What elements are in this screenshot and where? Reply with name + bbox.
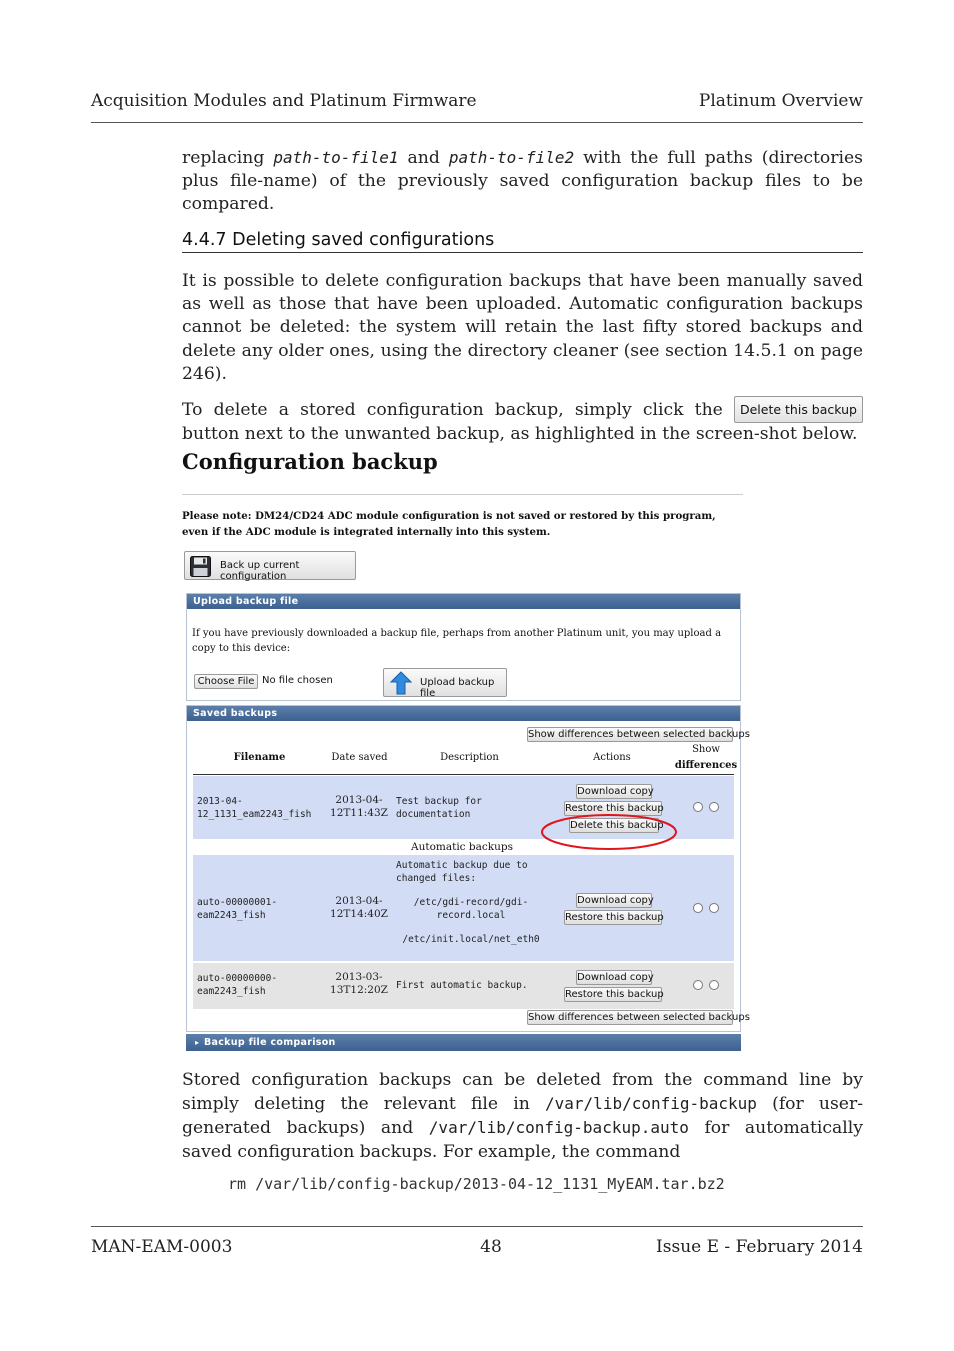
upload-panel bbox=[186, 593, 741, 701]
upload-backup-label: Upload backup file bbox=[420, 677, 495, 699]
download-copy-button[interactable]: Download copy bbox=[577, 895, 654, 906]
footer-left: MAN-EAM-0003 bbox=[91, 1237, 233, 1257]
paragraph-3 bbox=[182, 1069, 863, 1164]
row-filename: auto-00000001-eam2243_fish bbox=[197, 897, 278, 921]
comparison-panel[interactable] bbox=[186, 1034, 741, 1053]
command-example: rm /var/lib/config-backup/2013-04-12_1131_MyEAM.tar.bz2 bbox=[228, 1175, 725, 1193]
row-date: 2013-04-12T14:40Z bbox=[330, 895, 388, 920]
footer-right: Issue E - February 2014 bbox=[656, 1237, 863, 1257]
intro-code-2: path-to-file2 bbox=[448, 148, 575, 167]
choose-file-button[interactable]: Choose File bbox=[194, 674, 258, 689]
row-description-file2: /etc/init.local/net_eth0 bbox=[402, 934, 540, 945]
diff-radio-b[interactable] bbox=[709, 980, 719, 990]
no-file-chosen-label: No file chosen bbox=[262, 675, 333, 686]
saved-backups-header: Saved backups bbox=[187, 706, 740, 721]
paragraph-2-before: To delete a stored configuration backup, simply click the bbox=[182, 400, 723, 420]
row-description: Test backup for documentation bbox=[396, 796, 482, 820]
header-rule bbox=[91, 122, 863, 123]
diff-radio-a[interactable] bbox=[693, 903, 703, 913]
row-filename: 2013-04-12_1131_eam2243_fish bbox=[197, 796, 312, 820]
floppy-disk-icon bbox=[190, 556, 211, 580]
upload-backup-button[interactable] bbox=[383, 668, 507, 697]
paragraph-2-after: button next to the unwanted backup, as highlighted in the screen-shot below. bbox=[182, 424, 858, 445]
backup-current-config-label: Back up current configuration bbox=[220, 560, 300, 582]
paragraph-3-text-3: for automatically saved configuration backups. For example, the command bbox=[182, 1118, 863, 1162]
diff-radio-b[interactable] bbox=[709, 903, 719, 913]
row-description: Automatic backup due to changed files: bbox=[396, 860, 528, 884]
paragraph-3-text-2: (for user-generated backups) and bbox=[182, 1094, 863, 1139]
download-copy-button[interactable]: Download copy bbox=[577, 786, 654, 797]
screenshot-note: Please note: DM24/CD24 ADC module configuration is not saved or restored by this program, even if the ADC module is integrated internally into this system. bbox=[182, 510, 716, 538]
show-differences-button-bottom[interactable]: Show differences between selected backups bbox=[528, 1012, 750, 1023]
upload-panel-text: If you have previously downloaded a backup file, perhaps from another Platinum unit, you may upload a copy to this device: bbox=[192, 628, 722, 654]
screenshot-rule bbox=[182, 494, 743, 495]
diff-radio-a[interactable] bbox=[693, 980, 703, 990]
screenshot-title: Configuration backup bbox=[182, 449, 438, 474]
automatic-backups-label: Automatic backups bbox=[411, 841, 513, 853]
upload-arrow-icon bbox=[390, 671, 412, 698]
table-row bbox=[193, 855, 734, 961]
column-header-actions: Actions bbox=[593, 752, 631, 763]
show-differences-button-top[interactable]: Show differences between selected backups bbox=[528, 729, 750, 740]
diff-radio-b[interactable] bbox=[709, 802, 719, 812]
row-date: 2013-03-13T12:20Z bbox=[330, 971, 388, 996]
inline-delete-button-image: Delete this backup bbox=[734, 396, 863, 423]
upload-panel-header: Upload backup file bbox=[187, 594, 740, 609]
highlight-ellipse bbox=[539, 812, 679, 852]
delete-backup-button[interactable]: Delete this backup bbox=[570, 820, 664, 831]
backup-current-config-button[interactable] bbox=[184, 551, 356, 580]
table-row bbox=[193, 963, 734, 1009]
header-left: Acquisition Modules and Platinum Firmware bbox=[91, 91, 477, 111]
intro-text-2: and bbox=[407, 148, 440, 168]
intro-text-1: replacing bbox=[182, 148, 265, 168]
comparison-panel-label: Backup file comparison bbox=[204, 1037, 336, 1048]
column-header-date: Date saved bbox=[331, 752, 388, 763]
paragraph-1: It is possible to delete configuration backups that have been manually saved as well as those that have been uploaded. Automatic configuration backups cannot be deleted: the system will retain the last fifty stored backups and delete any older ones, using the directory cleaner (see section 14.5.1 on page 246). bbox=[182, 271, 863, 384]
row-filename: auto-00000000-eam2243_fish bbox=[197, 973, 278, 997]
paragraph-3-text-1: Stored configuration backups can be deleted from the command line by simply deleting the relevant file in bbox=[182, 1070, 863, 1115]
download-copy-button[interactable]: Download copy bbox=[577, 972, 654, 983]
paragraph-2 bbox=[182, 396, 863, 446]
column-header-description: Description bbox=[440, 752, 499, 763]
row-description-file1: /etc/gdi-record/gdi-record.local bbox=[413, 897, 529, 921]
restore-backup-button[interactable]: Restore this backup bbox=[565, 803, 664, 814]
diff-radio-a[interactable] bbox=[693, 802, 703, 812]
intro-text-3: with the full paths (directories plus file-name) of the previously saved configuration backup files to be compared. bbox=[182, 148, 863, 215]
row-description: First automatic backup. bbox=[396, 980, 528, 991]
footer-rule bbox=[91, 1226, 863, 1227]
column-header-show: Show bbox=[692, 744, 720, 755]
row-date: 2013-04-12T11:43Z bbox=[330, 794, 388, 819]
column-header-filename: Filename bbox=[233, 752, 286, 763]
paragraph-3-path-2: /var/lib/config-backup.auto bbox=[428, 1118, 689, 1138]
saved-backups-panel bbox=[186, 705, 750, 1032]
paragraph-3-path-1: /var/lib/config-backup bbox=[545, 1094, 757, 1114]
expand-triangle-icon: ▸ bbox=[195, 1038, 200, 1047]
page-number: 48 bbox=[480, 1237, 502, 1257]
restore-backup-button[interactable]: Restore this backup bbox=[565, 989, 664, 1000]
restore-backup-button[interactable]: Restore this backup bbox=[565, 912, 664, 923]
header-right: Platinum Overview bbox=[698, 91, 863, 111]
comparison-panel-header[interactable] bbox=[186, 1034, 741, 1051]
table-header-rule bbox=[193, 774, 734, 775]
intro-paragraph bbox=[182, 146, 863, 217]
column-header-differences: differences bbox=[674, 760, 738, 771]
section-heading: 4.4.7 Deleting saved configurations bbox=[182, 230, 863, 253]
intro-code-1: path-to-file1 bbox=[273, 148, 399, 167]
